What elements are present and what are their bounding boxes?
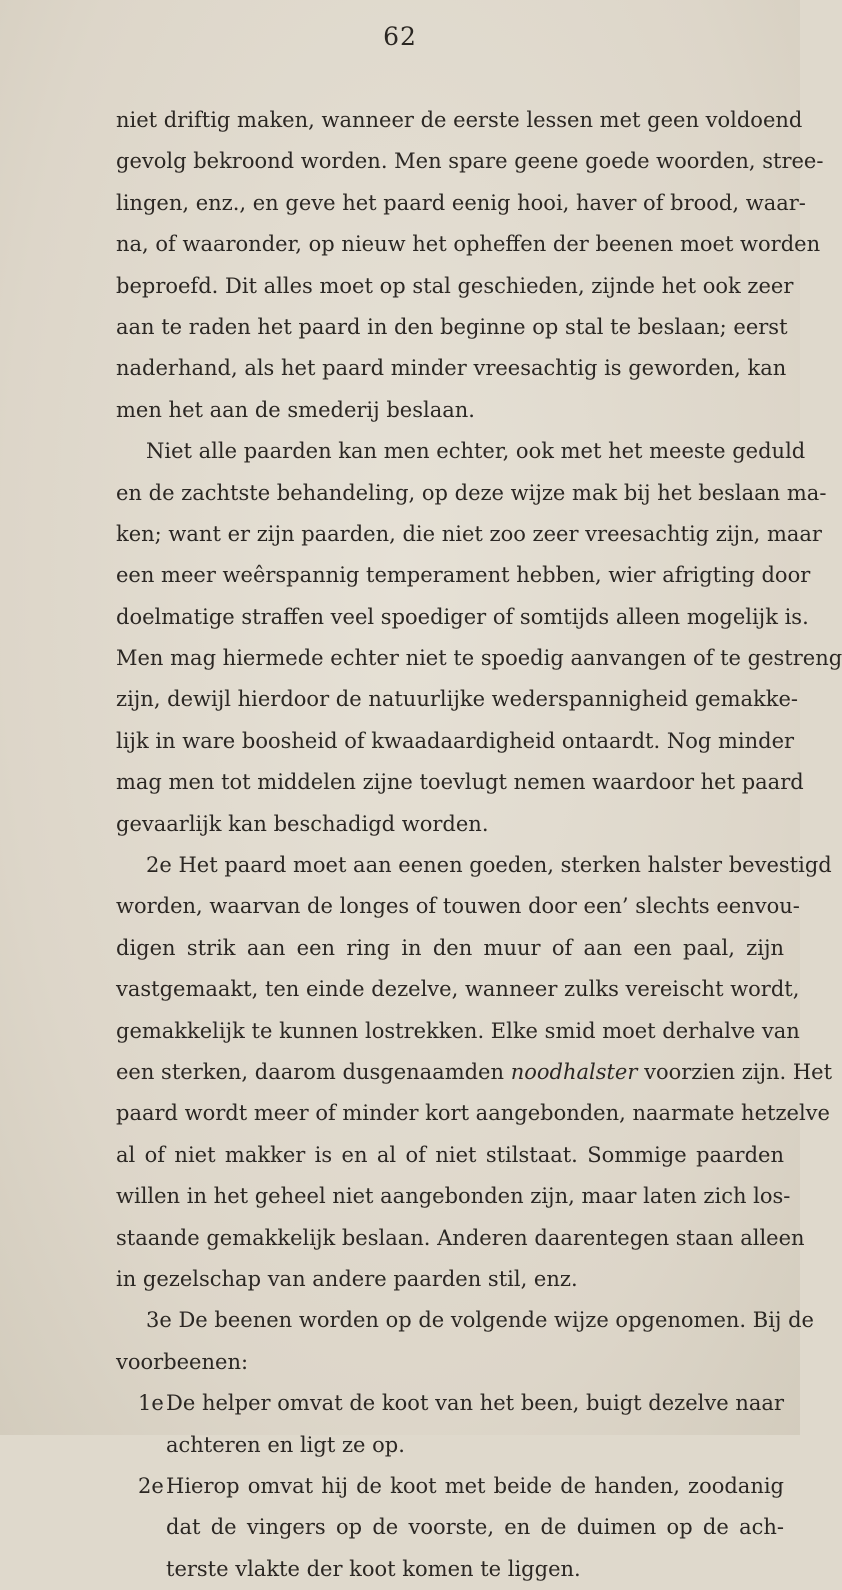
text-line: Niet alle paarden kan men echter, ook met het meeste geduld [146,439,806,464]
text-segment: een sterken, daarom dusgenaamden [116,1059,505,1084]
item-number: 2e [138,1473,164,1498]
text-line: lijk in ware boosheid of kwaadaardigheid ontaardt. Nog minder [116,728,795,753]
text-line: lingen, enz., en geve het paard eenig hooi, haver of brood, waar- [116,190,806,215]
text-line: gevolg bekroond worden. Men spare geene goede woorden, stree- [116,149,824,174]
text-line: ken; want er zijn paarden, die niet zoo zeer vreesachtig zijn, maar [116,521,822,546]
text-line: dat de vingers op de voorste, en de duimen op de ach- [166,1515,784,1540]
text-line: vastgemaakt, ten einde dezelve, wanneer zulks vereischt wordt, [116,977,800,1002]
text-line: worden, waarvan de longes of touwen door een’ slechts eenvou- [116,894,800,919]
text-line: een meer weêrspannig temperament hebben, wier afrigting door [116,563,811,588]
text-line: digen strik aan een ring in den muur of aan een paal, zijn [116,935,784,960]
text-line: aan te raden het paard in den beginne op stal te beslaan; eerst [116,314,788,339]
text-line: en de zachtste behandeling, op deze wijze mak bij het beslaan ma- [116,480,827,505]
page-body-text [116,100,842,1590]
text-line: men het aan de smederij beslaan. [116,397,475,422]
text-line: gemakkelijk te kunnen lostrekken. Elke smid moet derhalve van [116,1018,800,1043]
italic-term: noodhalster [510,1059,638,1084]
list-item [116,1383,784,1424]
text-line: Men mag hiermede echter niet te spoedig aanvangen of te gestreng [116,646,842,671]
text-line: zijn, dewijl hierdoor de natuurlijke wederspannigheid gemakke- [116,687,798,712]
text-line: mag men tot middelen zijne toevlugt nemen waardoor het paard [116,770,804,795]
text-line: staande gemakkelijk beslaan. Anderen daarentegen staan alleen [116,1225,805,1250]
text-line: in gezelschap van andere paarden stil, enz. [116,1266,578,1291]
text-line: doelmatige straffen veel spoediger of somtijds alleen mogelijk is. [116,604,809,629]
text-line: terste vlakte der koot komen te liggen. [166,1556,581,1581]
text-segment: De helper omvat de koot van het been, buigt dezelve naar [166,1391,784,1416]
text-line: al of niet makker is en al of niet stilstaat. Sommige paarden [116,1142,784,1167]
text-line: paard wordt meer of minder kort aangebonden, naarmate hetzelve [116,1101,830,1126]
item-number: 1e [138,1391,164,1416]
text-line: niet driftig maken, wanneer de eerste lessen met geen voldoend [116,108,803,132]
text-line [116,1052,833,1093]
text-line: 3e De beenen worden op de volgende wijze opgenomen. Bij de [146,1308,814,1333]
text-line: willen in het geheel niet aangebonden zijn, maar laten zich los- [116,1184,791,1209]
text-segment: voorzien zijn. Het [644,1059,833,1084]
page-number: 62 [383,22,417,51]
text-line: achteren en ligt ze op. [166,1432,405,1457]
text-line: voorbeenen: [116,1349,249,1374]
text-line: 2e Het paard moet aan eenen goeden, sterken halster bevestigd [146,853,832,878]
text-line: beproefd. Dit alles moet op stal geschieden, zijnde het ook zeer [116,273,794,298]
list-item [116,1466,784,1507]
text-line: na, of waaronder, op nieuw het opheffen der beenen moet worden [116,232,821,257]
text-line: gevaarlijk kan beschadigd worden. [116,811,489,836]
text-line: naderhand, als het paard minder vreesachtig is geworden, kan [116,356,787,381]
text-segment: Hierop omvat hij de koot met beide de handen, zoodanig [166,1473,784,1498]
